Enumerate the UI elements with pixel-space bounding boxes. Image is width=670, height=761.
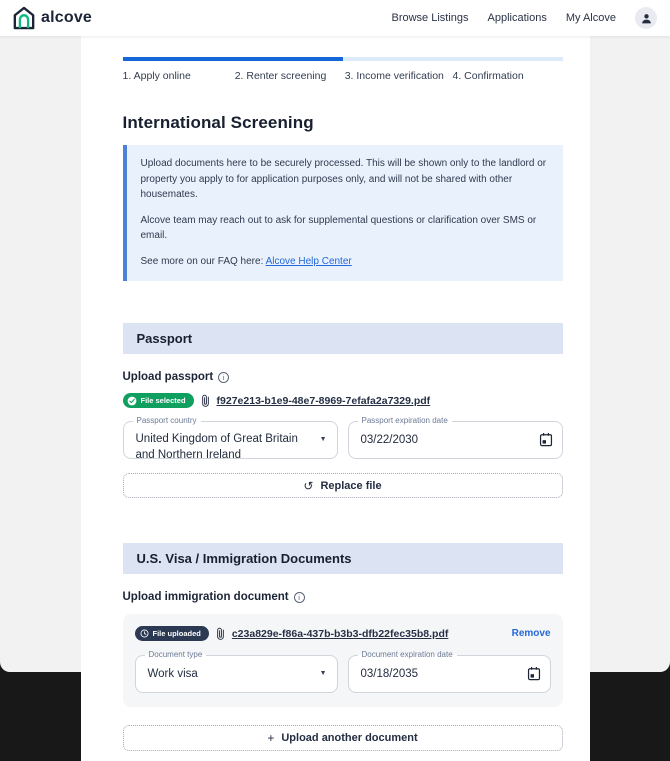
document-expiration-label: Document expiration date	[358, 650, 457, 659]
upload-passport-label-text: Upload passport	[122, 371, 214, 383]
document-expiration-value: 03/18/2035	[360, 668, 419, 680]
passport-file-link[interactable]: f927e213-b1e9-48e7-8969-7efafa2a7329.pdf	[216, 394, 431, 407]
page-title: International Screening	[122, 113, 314, 132]
step-confirmation[interactable]: 4. Confirmation	[452, 70, 524, 82]
info-notice-box	[123, 145, 563, 281]
faq-prefix: See more on our FAQ here:	[140, 255, 266, 267]
progress-bar-track	[123, 57, 563, 61]
check-circle-icon	[127, 396, 137, 406]
chevron-down-icon: ▼	[319, 436, 327, 443]
brand-name: alcove	[41, 9, 93, 26]
replace-file-label: Replace file	[320, 479, 382, 492]
nav-my-alcove[interactable]: My Alcove	[565, 12, 616, 24]
paperclip-icon	[200, 394, 211, 408]
page-background	[0, 36, 670, 761]
upload-immigration-label	[123, 591, 563, 603]
document-expiration-input[interactable]	[348, 650, 551, 693]
chevron-down-icon: ▼	[319, 670, 327, 677]
calendar-icon[interactable]	[527, 666, 541, 681]
document-type-select[interactable]	[135, 650, 338, 693]
clock-icon	[140, 629, 149, 638]
passport-expiration-value: 03/22/2030	[360, 434, 419, 446]
nav-browse-listings[interactable]: Browse Listings	[391, 12, 469, 24]
account-avatar-button[interactable]	[635, 7, 657, 29]
passport-country-label: Passport country	[133, 416, 201, 425]
immigration-file-row	[135, 626, 551, 641]
visa-section-header: U.S. Visa / Immigration Documents	[123, 543, 563, 574]
alcove-logo[interactable]	[13, 6, 92, 30]
alcove-help-center-link[interactable]: Alcove Help Center	[265, 255, 352, 267]
file-selected-badge-label: File selected	[140, 396, 186, 405]
document-type-label: Document type	[145, 650, 207, 659]
immigration-file-link[interactable]: c23a829e-f86a-437b-b3b3-dfb22fec35b8.pdf	[231, 627, 449, 640]
content-column	[81, 36, 590, 761]
passport-expiration-label: Passport expiration date	[358, 416, 452, 425]
upload-another-document-button[interactable]	[123, 725, 563, 751]
remove-file-button[interactable]: Remove	[511, 628, 551, 639]
passport-section-header: Passport	[123, 323, 563, 354]
passport-file-row	[123, 393, 563, 408]
upload-another-document-label: Upload another document	[281, 732, 418, 744]
plus-icon: +	[267, 731, 275, 745]
passport-expiration-input[interactable]	[348, 416, 563, 459]
file-uploaded-badge-label: File uploaded	[152, 629, 201, 638]
immigration-fields-row	[135, 650, 551, 693]
notice-paragraph-2: Alcove team may reach out to ask for supplemental questions or clarification over SMS or email.	[140, 214, 537, 241]
step-apply-online[interactable]: 1. Apply online	[122, 70, 191, 82]
top-navbar	[0, 0, 670, 36]
house-logo-icon	[13, 6, 35, 30]
nav-links	[391, 7, 657, 29]
file-uploaded-badge	[135, 626, 209, 641]
step-renter-screening[interactable]: 2. Renter screening	[234, 70, 327, 82]
notice-paragraph-1: Upload documents here to be securely processed. This will be shown only to the landlord or property you apply to for application purposes only, and will not be shared with other housemates.	[140, 158, 547, 200]
passport-fields-row	[123, 416, 563, 461]
notice-faq-line	[141, 254, 547, 270]
info-icon[interactable]: i	[294, 592, 305, 603]
uploaded-document-card	[123, 614, 563, 707]
document-type-value: Work visa	[147, 668, 198, 680]
person-icon	[640, 12, 653, 25]
step-income-verification[interactable]: 3. Income verification	[344, 70, 444, 82]
info-icon[interactable]: i	[218, 372, 229, 383]
passport-country-select[interactable]	[123, 416, 338, 461]
step-labels	[123, 70, 563, 82]
calendar-icon[interactable]	[539, 432, 553, 447]
nav-applications[interactable]: Applications	[487, 12, 547, 24]
file-selected-badge	[123, 393, 194, 408]
passport-country-value: United Kingdom of Great Britain and Northern Ireland	[135, 433, 298, 461]
upload-passport-label	[123, 371, 563, 383]
paperclip-icon	[215, 627, 226, 641]
progress-fill	[123, 57, 343, 61]
upload-immigration-label-text: Upload immigration document	[122, 591, 289, 603]
refresh-icon: ↺	[303, 478, 314, 493]
replace-file-button[interactable]	[123, 473, 563, 498]
